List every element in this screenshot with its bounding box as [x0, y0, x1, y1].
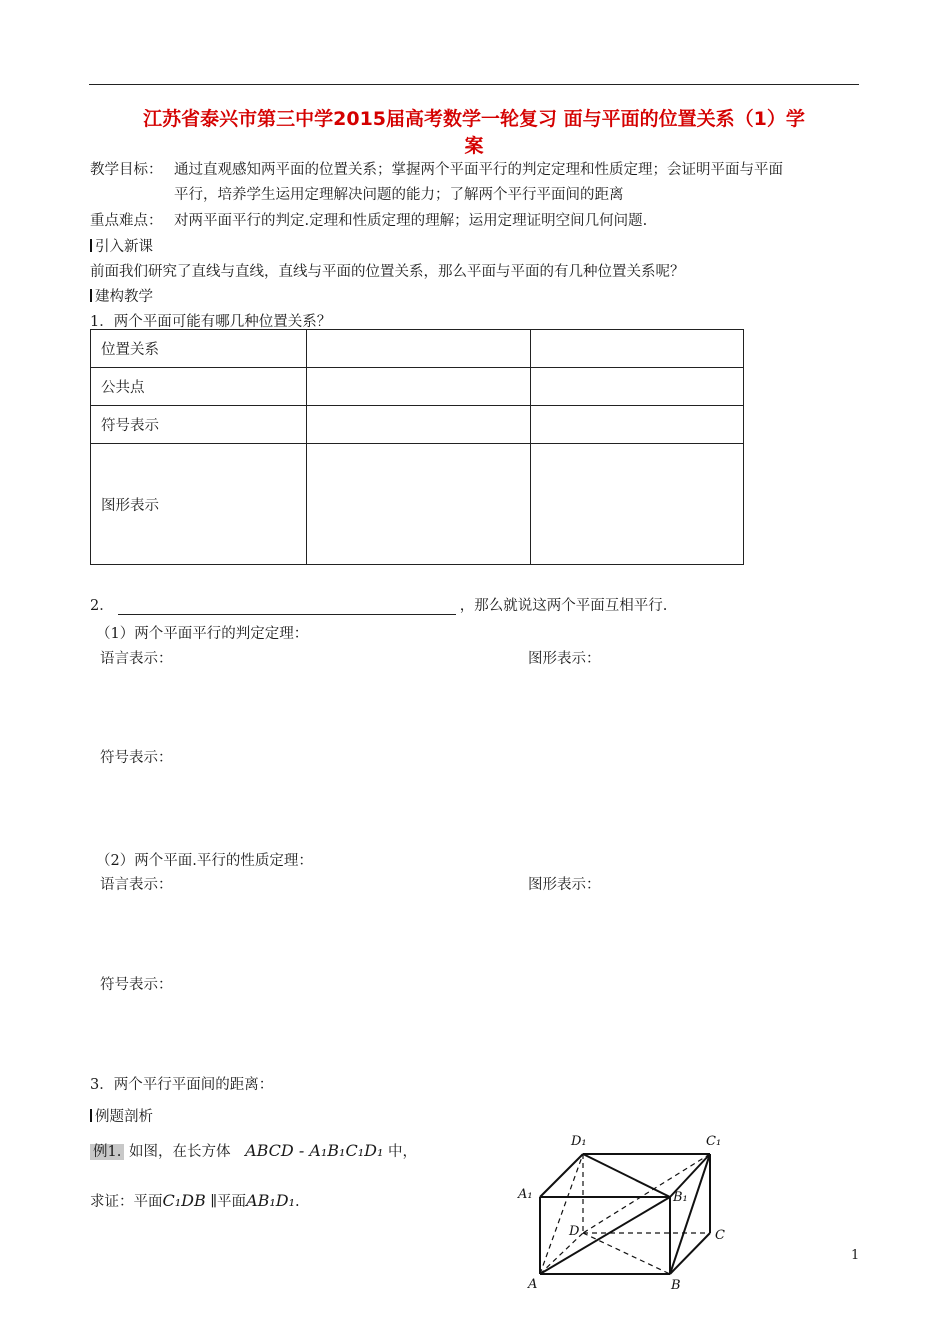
cuboid-figure: [500, 1125, 740, 1295]
page-number: 1: [851, 1248, 860, 1263]
table-row: [91, 330, 744, 368]
example-parallel: ∥平面: [210, 1194, 247, 1210]
section-intro: [90, 235, 153, 256]
table-cell-empty: [307, 406, 531, 444]
table-cell-empty: [531, 368, 744, 406]
example-cuboid-name: ABCD - A₁B₁C₁D₁: [245, 1141, 384, 1160]
section-examples-label: 例题剖析: [95, 1109, 153, 1125]
table-row: [91, 406, 744, 444]
section-intro-label: 引入新课: [95, 239, 153, 255]
diag-d1b1: [583, 1154, 670, 1197]
question-2-blank: [118, 600, 456, 615]
theorem-1-title: （1）两个平面平行的判定定理：: [96, 626, 309, 642]
example-text-2: 求证：平面: [90, 1194, 163, 1210]
objectives-line-2: 平行，培养学生运用定理解决问题的能力；了解两个平行平面间的距离: [174, 187, 624, 203]
example-label: 例1.: [90, 1144, 124, 1160]
theorem-1-graph-label: 图形表示：: [528, 651, 601, 667]
table-cell-empty: [531, 406, 744, 444]
example-text-1: 如图，在长方体: [124, 1144, 231, 1160]
theorem-2-language-label: 语言表示：: [100, 877, 173, 893]
vertex-label-d: D: [569, 1224, 580, 1239]
objectives-label: 教学目标：: [90, 162, 163, 178]
question-1: 1．两个平面可能有哪几种位置关系？: [90, 314, 332, 330]
diag-ab1: [540, 1197, 670, 1274]
section-examples: [90, 1105, 153, 1126]
vertex-label-b1: B₁: [673, 1190, 688, 1205]
theorem-1-symbol-label: 符号表示：: [100, 750, 173, 766]
relationship-table: [90, 329, 744, 565]
example-text-1b: 中，: [387, 1144, 417, 1160]
title-line-1: 江苏省泰兴市第三中学2015届高考数学一轮复习 面与平面的位置关系（1）学: [143, 108, 805, 130]
edge-d1a1: [540, 1154, 583, 1197]
example-1-line-1: [90, 1140, 417, 1161]
vertex-label-a1: A₁: [518, 1187, 533, 1202]
section-build-label: 建构教学: [95, 289, 153, 305]
objectives-line-1: 通过直观感知两平面的位置关系；掌握两个平面平行的判定定理和性质定理；会证明平面与平面: [174, 162, 783, 178]
question-2-suffix: ，那么就说这两个平面互相平行.: [459, 598, 668, 614]
section-build: [90, 285, 153, 306]
keypoints-label: 重点难点：: [90, 213, 163, 229]
table-cell-empty: [531, 444, 744, 565]
table-row-header: 图形表示: [91, 444, 307, 565]
example-plane-2: AB₁D₁: [246, 1191, 296, 1210]
section-bullet-icon: [90, 1109, 92, 1122]
table-row-header: 公共点: [91, 368, 307, 406]
hidden-diag-db: [583, 1233, 670, 1274]
table-row-header: 符号表示: [91, 406, 307, 444]
table-cell-empty: [307, 444, 531, 565]
hidden-diag-ad1: [540, 1154, 583, 1274]
vertex-label-d1: D₁: [571, 1134, 587, 1149]
theorem-2-title: （2）两个平面.平行的性质定理：: [96, 853, 313, 869]
theorem-2-graph-label: 图形表示：: [528, 877, 601, 893]
keypoints-text: 对两平面平行的判定.定理和性质定理的理解；运用定理证明空间几何问题.: [174, 213, 648, 229]
section-bullet-icon: [90, 289, 92, 302]
vertex-label-b: B: [671, 1278, 681, 1293]
intro-text: 前面我们研究了直线与直线，直线与平面的位置关系，那么平面与平面的有几种位置关系呢？: [90, 264, 685, 280]
example-end: .: [295, 1194, 300, 1210]
question-3: 3．两个平行平面间的距离：: [90, 1077, 274, 1093]
vertex-label-a: A: [528, 1277, 538, 1292]
vertex-label-c: C: [715, 1228, 725, 1243]
vertex-label-c1: C₁: [706, 1134, 722, 1149]
header-rule: [89, 84, 859, 85]
section-bullet-icon: [90, 239, 92, 252]
example-1-line-2: [90, 1190, 300, 1211]
question-2: [90, 594, 667, 615]
table-row-header: 位置关系: [91, 330, 307, 368]
table-cell-empty: [307, 330, 531, 368]
title-line-2: 案: [464, 135, 484, 157]
table-row: [91, 368, 744, 406]
example-plane-1: C₁DB: [162, 1191, 206, 1210]
table-row: [91, 444, 744, 565]
diag-c1b: [670, 1154, 710, 1274]
table-cell-empty: [307, 368, 531, 406]
theorem-2-symbol-label: 符号表示：: [100, 977, 173, 993]
question-2-number: 2．: [90, 598, 114, 614]
hidden-diag-c1d: [583, 1154, 710, 1233]
table-cell-empty: [531, 330, 744, 368]
theorem-1-language-label: 语言表示：: [100, 651, 173, 667]
